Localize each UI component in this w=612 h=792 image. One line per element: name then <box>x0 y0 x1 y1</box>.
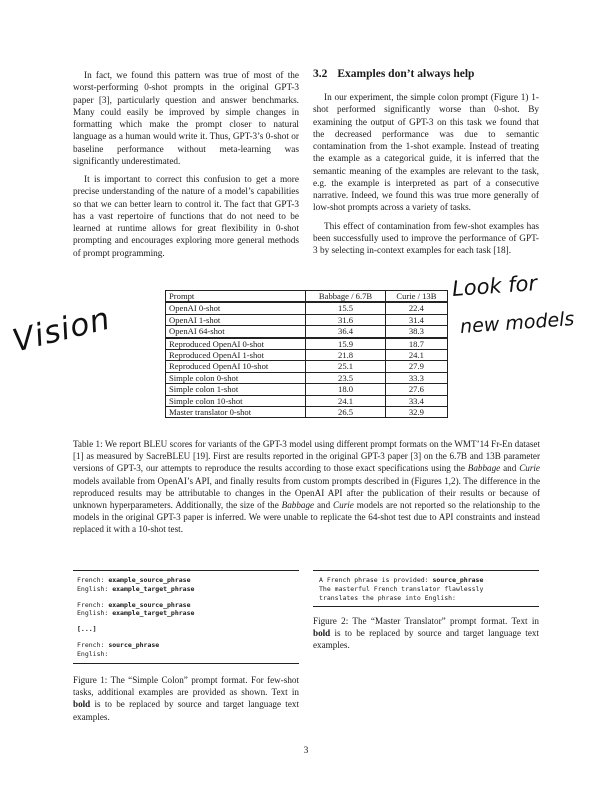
caption-text: and <box>314 500 334 511</box>
table-cell: 15.5 <box>306 302 386 314</box>
code-placeholder: example_target_phrase <box>112 609 195 618</box>
caption-text: is to be replaced by source and target language text examples. <box>313 628 539 651</box>
table-cell: 18.0 <box>306 384 386 395</box>
section-title: Examples don’t always help <box>337 68 475 80</box>
table-row <box>166 314 448 325</box>
code-label: English: <box>77 609 113 618</box>
caption-label: Figure 1: <box>73 675 108 685</box>
table-cell: 18.7 <box>385 338 447 350</box>
table-row <box>166 395 448 406</box>
table-cell: 24.1 <box>385 350 447 361</box>
code-line <box>73 625 299 634</box>
caption-emphasis: Curie <box>333 500 354 511</box>
table-cell: OpenAI 0-shot <box>166 302 306 314</box>
caption-bold: bold <box>73 699 91 710</box>
caption-text: The “Master Translator” prompt format. Text in <box>348 616 539 626</box>
table-cell: 33.3 <box>385 372 447 383</box>
table-cell: 21.8 <box>306 350 386 361</box>
table-row <box>166 361 448 372</box>
left-column <box>73 70 299 260</box>
table-cell: 31.6 <box>306 314 386 325</box>
code-line <box>73 576 299 585</box>
code-placeholder: source_phrase <box>432 576 484 584</box>
table-cell: 15.9 <box>306 338 386 350</box>
table-cell: 31.4 <box>385 314 447 325</box>
code-line <box>73 650 299 659</box>
figure-1-caption <box>73 674 299 723</box>
table-cell: 33.4 <box>385 395 447 406</box>
table-cell: 26.5 <box>306 407 386 418</box>
figure-1-code-box <box>73 570 299 664</box>
figure-2-code-box <box>313 570 539 607</box>
right-column <box>313 92 539 257</box>
paragraph: This effect of contamination from few-shot examples has been successfully used to improve the performance of GPT-3 by selecting in-context examples for each task [18]. <box>313 221 539 256</box>
paragraph: It is important to correct this confusion to get a more precise understanding of the nature of a model’s capabilities so that we can better learn to control it. The fact that GPT-3 has a vast repertoire of functions that do not need to be learned at runtime allows for great flexibility in 0-shot prompting and encourages exploring more general methods of prompt programming. <box>73 175 299 259</box>
table-cell: OpenAI 64-shot <box>166 326 306 338</box>
code-line <box>73 601 299 610</box>
caption-label: Figure 2: <box>313 616 349 626</box>
code-text: A French phrase is provided: <box>319 576 433 584</box>
table-caption <box>73 438 540 536</box>
code-placeholder: source_phrase <box>108 640 160 649</box>
code-placeholder: example_source_phrase <box>108 600 191 609</box>
code-label: English: <box>77 649 109 658</box>
caption-emphasis: Babbage <box>467 463 501 474</box>
table-header-row <box>166 291 448 303</box>
code-line <box>313 576 539 585</box>
code-line: The masterful French translator flawlessly <box>319 584 484 593</box>
table-cell: Reproduced OpenAI 10-shot <box>166 361 306 372</box>
table-row <box>166 350 448 361</box>
caption-text: is to be replaced by source and target language text examples. <box>73 699 299 722</box>
table-cell: 27.6 <box>385 384 447 395</box>
table-cell: 36.4 <box>306 326 386 338</box>
table-cell: Simple colon 1-shot <box>166 384 306 395</box>
table-header-cell: Prompt <box>166 291 306 303</box>
caption-text: and <box>500 463 520 474</box>
table-cell: 23.5 <box>306 372 386 383</box>
caption-text: The “Simple Colon” prompt format. For few-shot tasks, additional examples are provided as shown. Text in <box>73 675 299 698</box>
page-number: 3 <box>303 746 309 756</box>
paragraph: In fact, we found this pattern was true of most of the worst-performing 0-shot prompts in the original GPT-3 paper [3], particularly question and answer benchmarks. Many could easily be improved by simple changes in formatting which make the prompt closer to natural language as a human would write it. Thus, GPT-3’s 0-shot or baseline performance without meta-learning was significantly underestimated. <box>73 71 299 167</box>
table-cell: Reproduced OpenAI 1-shot <box>166 350 306 361</box>
table-cell: Simple colon 0-shot <box>166 372 306 383</box>
table-cell: 32.9 <box>385 407 447 418</box>
paragraph: In our experiment, the simple colon prompt (Figure 1) 1-shot performed significantly worse than 0-shot. By examining the output of GPT-3 on this task we found that the decreased performance was due to semantic contamination from the 1-shot example. Instead of treating the example as a categorical guide, it is inferred that the semantic meaning of the examples are relevant to the task, e.g. the example is interpreted as part of a consecutive narrative. Indeed, we found this was true more generally of low-shot prompts across a variety of tasks. <box>313 93 539 214</box>
handwritten-note-vision: Vision <box>9 300 115 360</box>
caption-text: We report BLEU scores for variants of the GPT-3 model using different prompt formats on the WMT’14 Fr-En dataset [1] as measured by SacreBLEU [19]. First are results reported in the original GPT-3 paper [3] on the 6.7B and 13B parameter versions of GPT-3, our attempts to reproduce the results according to those exact specifications using the <box>73 439 541 474</box>
table-header-cell: Curie / 13B <box>385 291 447 303</box>
table-header-cell: Babbage / 6.7B <box>306 291 386 303</box>
table-cell: 22.4 <box>385 302 447 314</box>
section-number: 3.2 <box>313 68 328 80</box>
table-cell: 38.3 <box>385 326 447 338</box>
code-ellipsis: [...] <box>77 625 97 634</box>
code-line <box>73 641 299 650</box>
code-line <box>73 585 299 594</box>
handwritten-note-new-models: new models <box>459 308 576 338</box>
code-label: French: <box>77 600 109 609</box>
table-cell: Reproduced OpenAI 0-shot <box>166 338 306 350</box>
figure-2-caption <box>313 615 539 652</box>
caption-bold: bold <box>313 628 331 639</box>
results-table <box>165 290 448 418</box>
table-cell: 24.1 <box>306 395 386 406</box>
code-label: French: <box>77 576 109 584</box>
table-cell: 27.9 <box>385 361 447 372</box>
handwritten-note-look-for: Look for <box>451 271 538 301</box>
table-cell: 25.1 <box>306 361 386 372</box>
table-cell: Simple colon 10-shot <box>166 395 306 406</box>
table-row <box>166 384 448 395</box>
table-row <box>166 302 448 314</box>
code-label: French: <box>77 640 109 649</box>
caption-text: models available from OpenAI’s API, and finally results from custom prompts described in (Figures 1,2). The difference in the reproduced results may be attributable to changes in the OpenAI API after the publication of their results or because of unknown hyperparameters. Additionally, the size of the <box>73 475 540 511</box>
caption-label: Table 1: <box>73 439 103 449</box>
code-line: translates the phrase into English: <box>319 593 456 602</box>
section-heading <box>313 68 474 80</box>
code-line <box>73 609 299 618</box>
code-placeholder: example_target_phrase <box>112 584 195 593</box>
caption-emphasis: Curie <box>519 463 540 474</box>
code-placeholder: example_source_phrase <box>108 576 191 584</box>
table-row <box>166 338 448 350</box>
table-cell: OpenAI 1-shot <box>166 314 306 325</box>
caption-text: models are not reported so the relationship to the models in the original GPT-3 paper is inferred. We were unable to replicate the 64-shot test due to API constraints and instead replaced it with a 10-shot test. <box>73 500 540 535</box>
caption-emphasis: Babbage <box>281 500 315 511</box>
table-row <box>166 326 448 338</box>
code-label: English: <box>77 584 113 593</box>
table-row <box>166 407 448 418</box>
table-row <box>166 372 448 383</box>
table-cell: Master translator 0-shot <box>166 407 306 418</box>
